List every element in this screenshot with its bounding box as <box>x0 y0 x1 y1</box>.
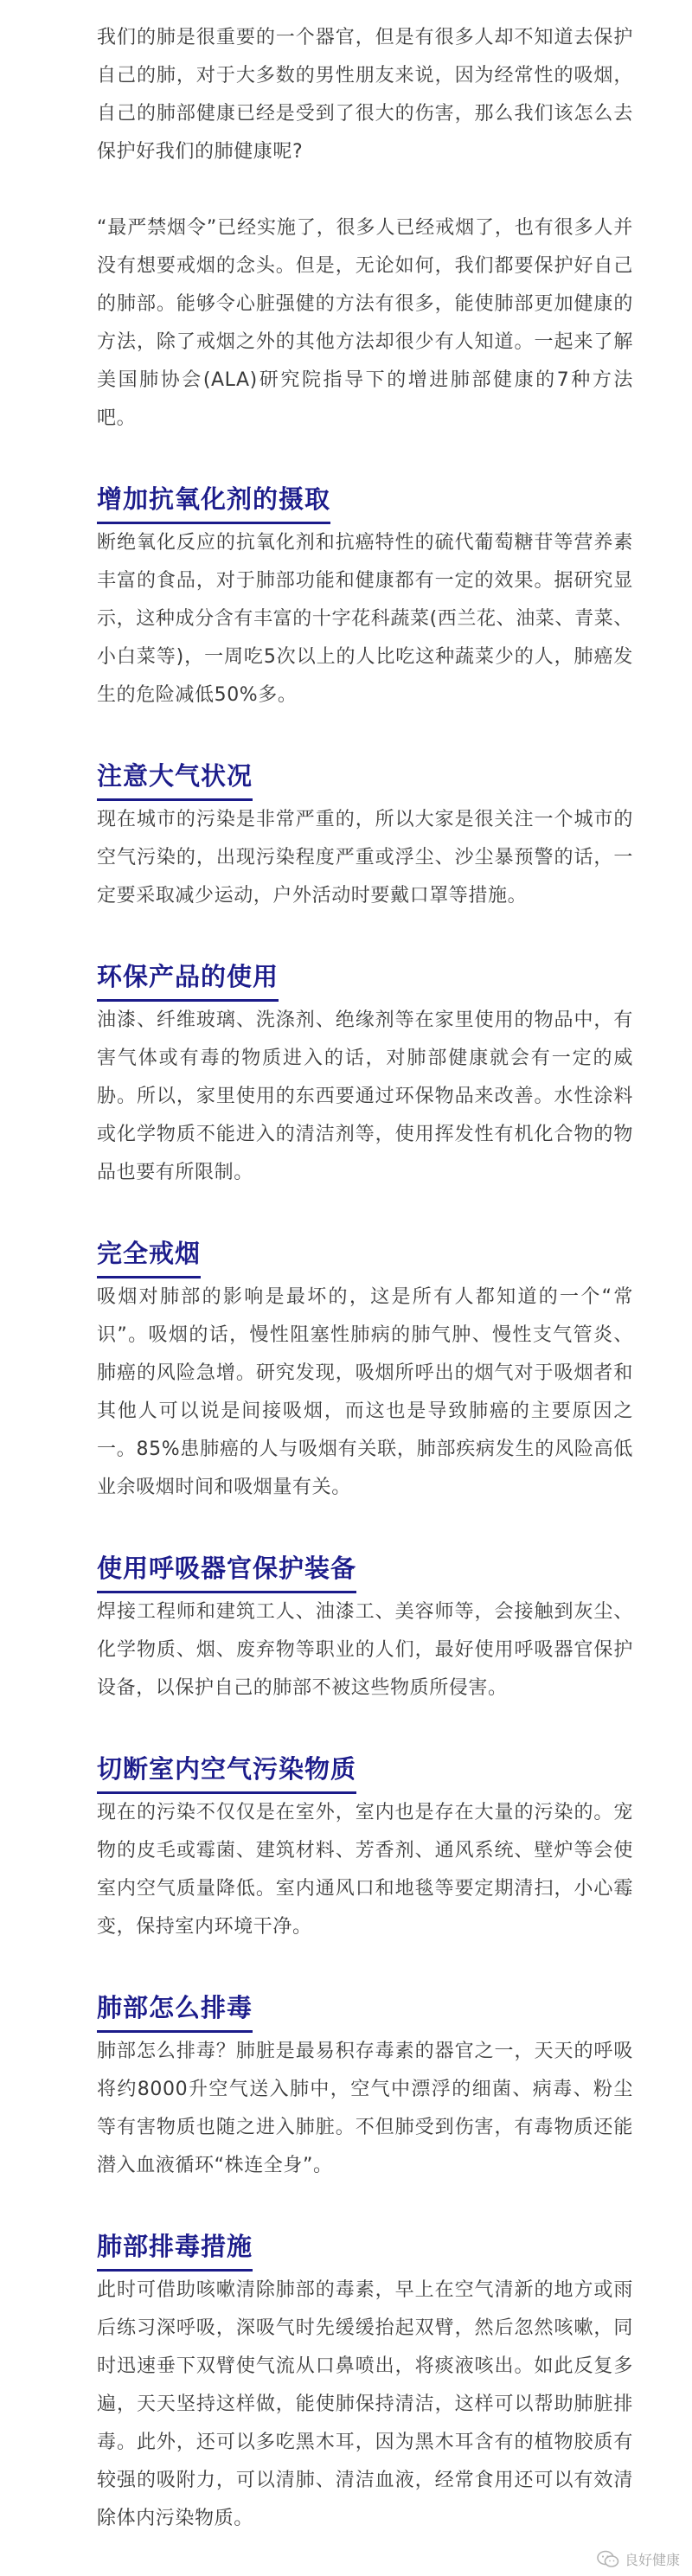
section-eco-products <box>97 953 633 1192</box>
section-title: 环保产品的使用 <box>97 954 279 1002</box>
section-title: 注意大气状况 <box>97 753 253 801</box>
wechat-icon <box>597 2550 619 2569</box>
intro-paragraph: 我们的肺是很重要的一个器官，但是有很多人却不知道去保护自己的肺，对于大多数的男性朋友来说，因为经常性的吸烟，自己的肺部健康已经是受到了很大的伤害，那么我们该怎么去保护好我们的肺健康呢? <box>97 27 633 163</box>
section-title: 切断室内空气污染物质 <box>97 1746 356 1794</box>
section-body: 油漆、纤维玻璃、洗涤剂、绝缘剂等在家里使用的物品中，有害气体或有毒的物质进入的话，对肺部健康就会有一定的威胁。所以，家里使用的东西要通过环保物品来改善。水性涂料或化学物质不能进入的清洁剂等，使用挥发性有机化合物的物品也要有所限制。 <box>97 1009 633 1183</box>
section-body: 吸烟对肺部的影响是最坏的，这是所有人都知道的一个“常识”。吸烟的话，慢性阻塞性肺病的肺气肿、慢性支气管炎、肺癌的风险急增。研究发现，吸烟所呼出的烟气对于吸烟者和其他人可以说是间接吸烟，而这也是导致肺癌的主要原因之一。85%患肺癌的人与吸烟有关联，肺部疾病发生的风险高低业余吸烟时间和吸烟量有关。 <box>97 1286 633 1498</box>
section-title: 完全戒烟 <box>97 1231 201 1278</box>
section-respiratory-protection <box>97 1545 633 1708</box>
section-title: 肺部排毒措施 <box>97 2224 253 2272</box>
article-content <box>97 19 633 2576</box>
section-title: 增加抗氧化剂的摄取 <box>97 477 330 524</box>
section-antioxidants <box>97 476 633 714</box>
watermark <box>597 2549 680 2569</box>
watermark-text: 良好健康 <box>624 2552 680 2568</box>
section-title: 使用呼吸器官保护装备 <box>97 1546 356 1593</box>
section-body: 肺部怎么排毒？肺脏是最易积存毒素的器官之一，天天的呼吸将约8000升空气送入肺中，空气中漂浮的细菌、病毒、粉尘等有害物质也随之进入肺脏。不但肺受到伤害，有毒物质还能潜入血液循环“株连全身”。 <box>97 2041 633 2176</box>
section-lung-detox <box>97 1984 633 2185</box>
section-detox-measures <box>97 2223 633 2538</box>
section-body: 现在的污染不仅仅是在室外，室内也是存在大量的污染的。宠物的皮毛或霉菌、建筑材料、芳香剂、通风系统、壁炉等会使室内空气质量降低。室内通风口和地毯等要定期清扫，小心霉变，保持室内环境干净。 <box>97 1802 633 1938</box>
section-air-quality <box>97 753 633 915</box>
section-body: 此时可借助咳嗽清除肺部的毒素，早上在空气清新的地方或雨后练习深呼吸，深吸气时先缓缓抬起双臂，然后忽然咳嗽，同时迅速垂下双臂使气流从口鼻喷出，将痰液咳出。如此反复多遍，天天坚持这样做，能使肺保持清洁，这样可以帮助肺脏排毒。此外，还可以多吃黑木耳，因为黑木耳含有的植物胶质有较强的吸附力，可以清肺、清洁血液，经常食用还可以有效清除体内污染物质。 <box>97 2279 633 2529</box>
section-quit-smoking <box>97 1230 633 1507</box>
section-title: 肺部怎么排毒 <box>97 1985 253 2033</box>
intro-paragraph: “最严禁烟令”已经实施了，很多人已经戒烟了，也有很多人并没有想要戒烟的念头。但是，无论如何，我们都要保护好自己的肺部。能够令心脏强健的方法有很多，能使肺部更加健康的方法，除了戒烟之外的其他方法却很少有人知道。一起来了解美国肺协会(ALA)研究院指导下的增进肺部健康的7种方法吧。 <box>97 217 633 429</box>
section-body: 现在城市的污染是非常严重的，所以大家是很关注一个城市的空气污染的，出现污染程度严重或浮尘、沙尘暴预警的话，一定要采取减少运动，户外活动时要戴口罩等措施。 <box>97 809 633 907</box>
section-body: 焊接工程师和建筑工人、油漆工、美容师等，会接触到灰尘、化学物质、烟、废弃物等职业的人们，最好使用呼吸器官保护设备，以保护自己的肺部不被这些物质所侵害。 <box>97 1601 633 1699</box>
section-indoor-pollution <box>97 1746 633 1946</box>
section-body: 断绝氧化反应的抗氧化剂和抗癌特性的硫代葡萄糖苷等营养素丰富的食品，对于肺部功能和健康都有一定的效果。据研究显示，这种成分含有丰富的十字花科蔬菜(西兰花、油菜、青菜、小白菜等)，一周吃5次以上的人比吃这种蔬菜少的人，肺癌发生的危险减低50%多。 <box>97 532 633 706</box>
